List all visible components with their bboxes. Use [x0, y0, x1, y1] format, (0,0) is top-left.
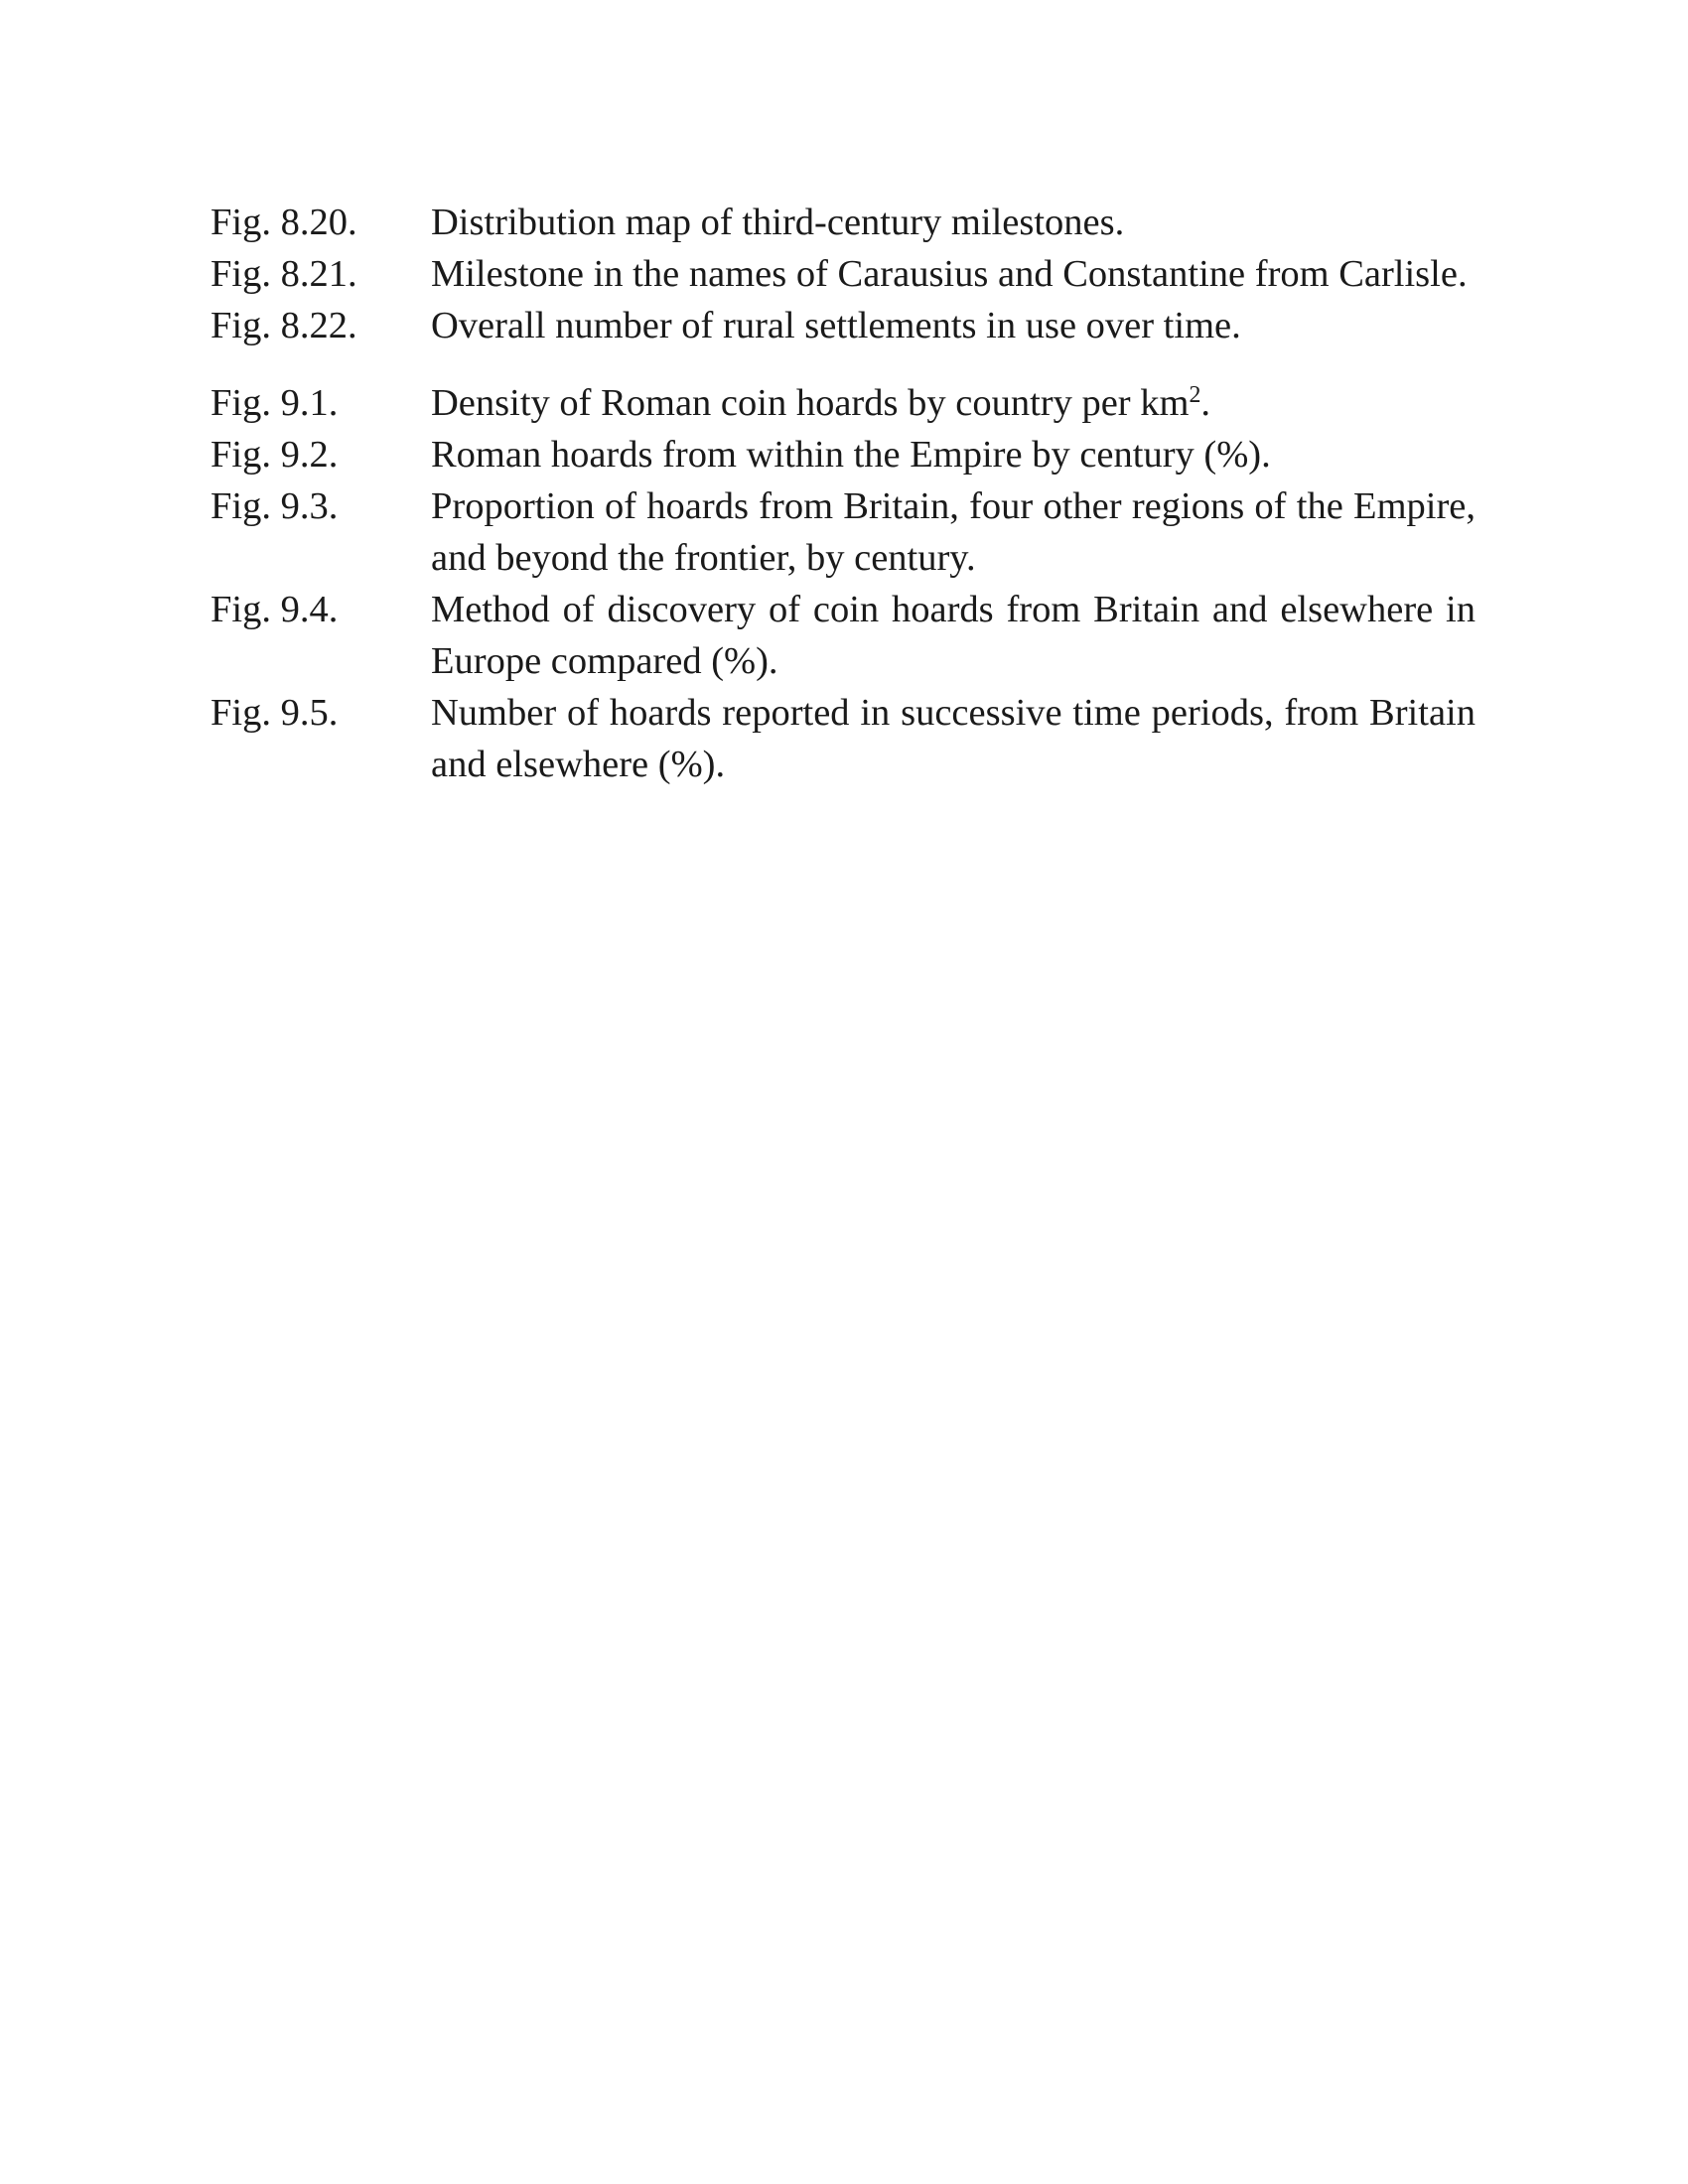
figure-caption: Distribution map of third-century milestones.: [431, 202, 1125, 243]
figure-entry: [211, 584, 1476, 687]
figure-label: Fig. 8.21.: [211, 253, 357, 295]
figure-group-chapter-8: [211, 197, 1476, 351]
figure-label: Fig. 9.3.: [211, 485, 339, 527]
figure-entry: [211, 300, 1476, 351]
figure-label: Fig. 9.2.: [211, 434, 339, 476]
figure-label: Fig. 9.4.: [211, 589, 339, 630]
figure-caption-end: .: [1200, 382, 1211, 424]
figure-caption: Method of discovery of coin hoards from Britain and elsewhere in Europe compared (%).: [431, 589, 1476, 682]
figure-caption: Number of hoards reported in successive time periods, from Britain and elsewhere (%).: [431, 692, 1476, 785]
figure-label: Fig. 8.20.: [211, 202, 357, 243]
figure-caption-text: Density of Roman coin hoards by country per km: [431, 382, 1190, 424]
figure-label: Fig. 9.5.: [211, 692, 339, 734]
figure-caption: Proportion of hoards from Britain, four other regions of the Empire, and beyond the frontier, by century.: [431, 485, 1476, 579]
figure-caption: Overall number of rural settlements in use over time.: [431, 305, 1241, 346]
figure-label: Fig. 9.1.: [211, 382, 339, 424]
figure-label: Fig. 8.22.: [211, 305, 357, 346]
figure-entry: [211, 480, 1476, 584]
superscript: 2: [1189, 381, 1201, 408]
figure-entry: [211, 248, 1476, 300]
figure-entry: [211, 687, 1476, 790]
figure-entry: [211, 197, 1476, 248]
figure-caption: Milestone in the names of Carausius and Constantine from Carlisle.: [431, 253, 1468, 295]
figure-entry: [211, 429, 1476, 480]
figure-group-chapter-9: [211, 377, 1476, 790]
figure-entry: [211, 377, 1476, 429]
figure-caption: Roman hoards from within the Empire by century (%).: [431, 434, 1271, 476]
list-of-figures: [211, 197, 1476, 790]
figure-caption: [431, 377, 1476, 429]
